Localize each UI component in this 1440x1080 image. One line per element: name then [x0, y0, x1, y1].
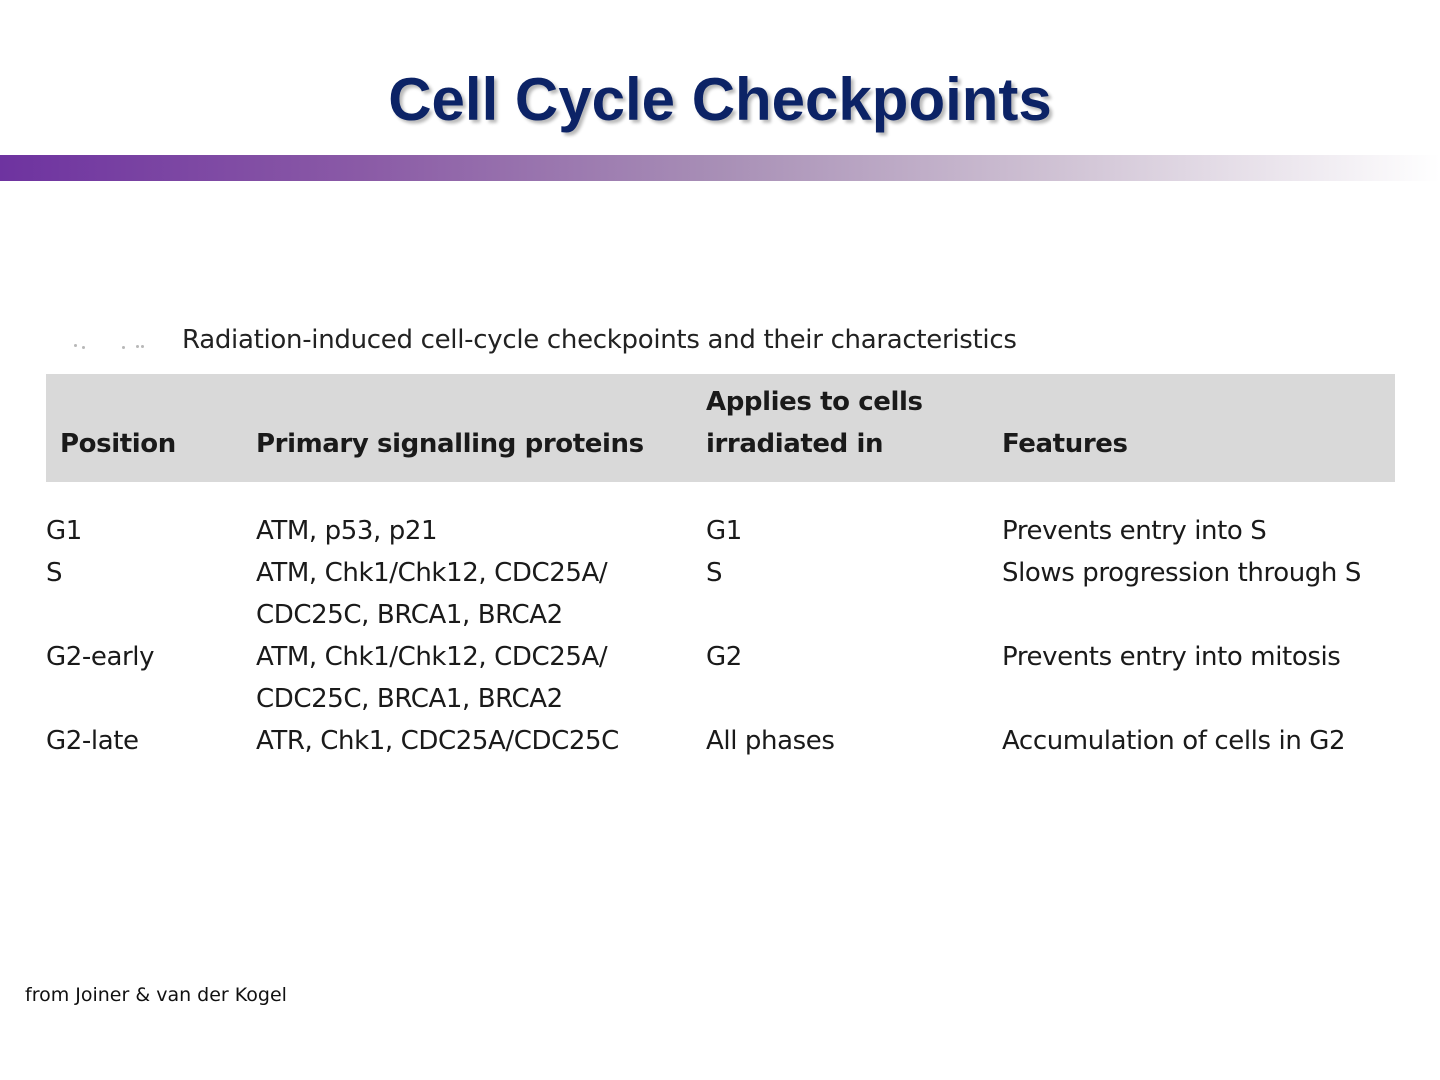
- table-row-proteins: ATM, Chk1/Chk12, CDC25A/: [256, 642, 608, 672]
- table-row-applies: S: [706, 558, 723, 588]
- header-applies-line2: irradiated in: [706, 429, 884, 459]
- table-caption: Radiation-induced cell-cycle checkpoints and their characteristics: [182, 325, 1017, 355]
- title-gradient-rule: [0, 155, 1440, 181]
- table-row-features: Prevents entry into S: [1002, 516, 1267, 546]
- source-citation: from Joiner & van der Kogel: [25, 984, 287, 1006]
- table-row-applies: All phases: [706, 726, 835, 756]
- table-row-applies: G2: [706, 642, 742, 672]
- table-row-proteins: ATM, p53, p21: [256, 516, 438, 546]
- table-row-proteins: ATR, Chk1, CDC25A/CDC25C: [256, 726, 619, 756]
- table-row-features: Slows progression through S: [1002, 558, 1361, 588]
- table-row-position: G2-early: [46, 642, 155, 672]
- table-row-position: S: [46, 558, 63, 588]
- table-row-features: Prevents entry into mitosis: [1002, 642, 1341, 672]
- header-applies-line1: Applies to cells: [706, 387, 923, 417]
- table-row-proteins-cont: CDC25C, BRCA1, BRCA2: [256, 600, 563, 630]
- header-proteins: Primary signalling proteins: [256, 429, 644, 459]
- header-position: Position: [60, 429, 176, 459]
- table-row-position: G1: [46, 516, 82, 546]
- table-row-proteins: ATM, Chk1/Chk12, CDC25A/: [256, 558, 608, 588]
- header-features: Features: [1002, 429, 1128, 459]
- table-row-position: G2-late: [46, 726, 139, 756]
- table-row-features: Accumulation of cells in G2: [1002, 726, 1346, 756]
- slide-title: Cell Cycle Checkpoints: [388, 66, 1052, 133]
- table-row-applies: G1: [706, 516, 742, 546]
- caption-label-fragment: [46, 332, 146, 352]
- table-row-proteins-cont: CDC25C, BRCA1, BRCA2: [256, 684, 563, 714]
